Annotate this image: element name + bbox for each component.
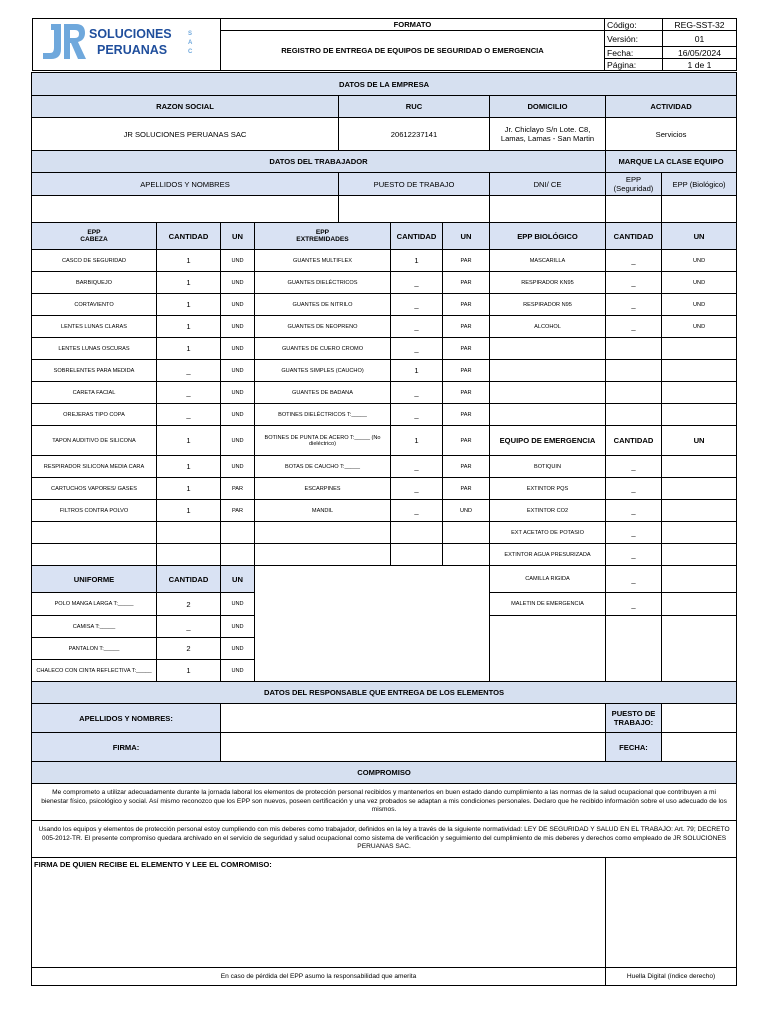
epp-unit: PAR (221, 500, 255, 522)
epp-item: BOTINES DE PUNTA DE ACERO T:_____ (No dieléctrico) (255, 426, 391, 456)
actividad-value[interactable]: Servicios (606, 118, 737, 151)
epp-biologico-header: EPP (Biológico) (662, 173, 737, 196)
svg-text:A: A (187, 40, 192, 46)
empty-cell[interactable] (662, 456, 737, 478)
uniforme-qty[interactable]: 1 (157, 660, 221, 682)
compromiso-paragraph-2: Usando los equipos y elementos de protección personal estoy cumpliendo con mis deberes como trabajador, definidos en la ley a través de la siguiente normatividad: LEY DE SEGURIDAD Y SALUD EN EL TRABAJO: Art. 79; DECRETO 005-2012-TR. El presente compromiso quedara archivado en el servicio de seguridad y salud ocupacional como sistema de verificación y seguimiento del cumplimiento de mis deberes y derechos como empleado de JR SOLUCIONES PERUANAS SAC. (32, 821, 737, 858)
huella-area[interactable] (606, 858, 737, 968)
epp-item: GUANTES DIELÉCTRICOS (255, 272, 391, 294)
empty-cell[interactable] (490, 382, 606, 404)
section-title-empresa: DATOS DE LA EMPRESA (32, 73, 737, 96)
empty-cell[interactable] (662, 593, 737, 616)
emergency-item: EXTINTOR AGUA PRESURIZADA (490, 544, 606, 566)
meta-value: 1 de 1 (663, 59, 737, 71)
responsable-fecha-label: FECHA: (606, 733, 662, 762)
empty-cell[interactable] (662, 478, 737, 500)
empty-cell[interactable] (662, 500, 737, 522)
empty-cell[interactable] (157, 522, 221, 544)
epp-unit: UND (221, 456, 255, 478)
epp-qty[interactable]: _ (391, 456, 443, 478)
dni-field[interactable] (490, 196, 606, 223)
empty-cell[interactable] (255, 522, 391, 544)
epp-qty[interactable]: 1 (157, 272, 221, 294)
emergency-qty[interactable]: _ (606, 593, 662, 616)
razon-social-value[interactable]: JR SOLUCIONES PERUANAS SAC (32, 118, 339, 151)
epp-qty[interactable]: _ (391, 272, 443, 294)
epp-unit: PAR (443, 382, 490, 404)
empty-cell[interactable] (391, 544, 443, 566)
epp-item: RESPIRADOR KN95 (490, 272, 606, 294)
epp-unit: UND (221, 338, 255, 360)
emergency-item: EXT ACETATO DE POTASIO (490, 522, 606, 544)
emergency-item: BOTIQUIN (490, 456, 606, 478)
empty-cell[interactable] (221, 522, 255, 544)
epp-qty[interactable]: _ (391, 500, 443, 522)
epp-qty[interactable]: 1 (157, 338, 221, 360)
epp-unit: UND (443, 500, 490, 522)
col-ruc: RUC (339, 96, 490, 118)
epp-unit: UND (221, 294, 255, 316)
epp-unit: UND (662, 250, 737, 272)
responsable-firma-field[interactable] (221, 733, 606, 762)
epp-qty[interactable]: 1 (157, 294, 221, 316)
col-cantidad: CANTIDAD (391, 223, 443, 250)
uniforme-item: PANTALON T:_____ (32, 638, 157, 660)
epp-unit: UND (221, 360, 255, 382)
epp-item: GUANTES DE CUERO CROMO (255, 338, 391, 360)
section-title-responsable: DATOS DEL RESPONSABLE QUE ENTREGA DE LOS ELEMENTOS (32, 682, 737, 704)
epp-unit: UND (221, 382, 255, 404)
meta-label: Versión: (605, 31, 663, 47)
col-cantidad: CANTIDAD (606, 426, 662, 456)
firma-recibe-area[interactable] (32, 858, 606, 968)
section-title-trabajador: DATOS DEL TRABAJADOR (32, 151, 606, 173)
epp-qty[interactable]: _ (606, 294, 662, 316)
empty-cell[interactable] (443, 522, 490, 544)
col-razon-social: RAZON SOCIAL (32, 96, 339, 118)
epp-qty[interactable]: _ (606, 250, 662, 272)
empty-cell[interactable] (391, 522, 443, 544)
empty-cell[interactable] (221, 544, 255, 566)
emergency-qty[interactable]: _ (606, 478, 662, 500)
puesto-header: PUESTO DE TRABAJO (339, 173, 490, 196)
epp-unit: PAR (443, 456, 490, 478)
compromiso-paragraph-1: Me comprometo a utilizar adecuadamente durante la jornada laboral los elementos de protección personal recibidos y mantenerlos en buen estado dando cumplimiento a las normas de la salud ocupacional que contribuyen a mi bienestar físico, psicológico y social. Así mismo reconozco que los EPP son nuevos, poseen certificación y una vez probados se adaptan a mis condiciones personales. Declaro que he recibido información sobre el uso adecuado de los mismos. (32, 784, 737, 821)
domicilio-value[interactable]: Jr. Chiclayo S/n Lote. C8, Lamas, Lamas - San Martin (490, 118, 606, 151)
empty-cell[interactable] (662, 404, 737, 426)
epp-unit: UND (221, 404, 255, 426)
svg-text:S: S (187, 31, 192, 37)
section-title-compromiso: COMPROMISO (32, 762, 737, 784)
epp-item: BARBIQUEJO (32, 272, 157, 294)
epp-qty[interactable]: _ (391, 294, 443, 316)
epp-qty[interactable]: _ (391, 338, 443, 360)
emergency-qty[interactable]: _ (606, 522, 662, 544)
empty-cell[interactable] (32, 544, 157, 566)
col-un: UN (662, 223, 737, 250)
epp-item: BOTAS DE CAUCHO T:_____ (255, 456, 391, 478)
epp-qty[interactable]: 1 (391, 426, 443, 456)
epp-qty[interactable]: 1 (157, 456, 221, 478)
epp-qty[interactable]: 1 (391, 250, 443, 272)
emergency-qty[interactable]: _ (606, 566, 662, 593)
emergency-item: CAMILLA RIGIDA (490, 566, 606, 593)
epp-item: RESPIRADOR N95 (490, 294, 606, 316)
col-uniforme: UNIFORME (32, 566, 157, 593)
uniforme-item: CAMISA T:_____ (32, 616, 157, 638)
empty-cell[interactable] (490, 338, 606, 360)
epp-qty[interactable]: _ (606, 272, 662, 294)
empty-cell[interactable] (490, 360, 606, 382)
epp-qty[interactable]: 1 (157, 500, 221, 522)
epp-qty[interactable]: _ (391, 316, 443, 338)
epp-unit: PAR (443, 360, 490, 382)
empty-cell[interactable] (662, 360, 737, 382)
epp-item: GUANTES SIMPLES (CAUCHO) (255, 360, 391, 382)
empty-cell[interactable] (255, 544, 391, 566)
responsable-puesto-label: PUESTO DE TRABAJO: (606, 704, 662, 733)
epp-seguridad-check[interactable] (606, 196, 662, 223)
emergency-item: MALETIN DE EMERGENCIA (490, 593, 606, 616)
col-cantidad: CANTIDAD (606, 223, 662, 250)
epp-qty[interactable]: 1 (391, 360, 443, 382)
uniforme-unit: UND (221, 616, 255, 638)
epp-qty[interactable]: _ (157, 360, 221, 382)
firma-recibe-label: FIRMA DE QUIEN RECIBE EL ELEMENTO Y LEE EL COMROMISO: (34, 860, 272, 869)
epp-item: LENTES LUNAS CLARAS (32, 316, 157, 338)
empty-cell[interactable] (662, 522, 737, 544)
responsable-firma-label: FIRMA: (32, 733, 221, 762)
main-form (31, 72, 737, 986)
empty-cell[interactable] (32, 522, 157, 544)
epp-item: GUANTES DE NITRILO (255, 294, 391, 316)
col-epp-cabeza: EPP CABEZA (32, 223, 157, 250)
epp-item: ALCOHOL (490, 316, 606, 338)
svg-text:SOLUCIONES: SOLUCIONES (88, 27, 172, 41)
col-epp-biologico: EPP BIOLÓGICO (490, 223, 606, 250)
blank-area (490, 616, 606, 682)
epp-item: MASCARILLA (490, 250, 606, 272)
epp-unit: PAR (221, 478, 255, 500)
epp-unit: UND (662, 294, 737, 316)
perdida-note: En caso de pérdida del EPP asumo la responsabilidad que amerita (32, 968, 606, 986)
col-un: UN (443, 223, 490, 250)
blank-area (606, 616, 662, 682)
epp-item: ESCARPINES (255, 478, 391, 500)
epp-qty[interactable]: _ (157, 382, 221, 404)
meta-label: Página: (605, 59, 663, 71)
epp-qty[interactable]: _ (391, 404, 443, 426)
epp-item: GUANTES MULTIFLEX (255, 250, 391, 272)
document-header (32, 18, 737, 71)
dni-header: DNI/ CE (490, 173, 606, 196)
col-un: UN (221, 223, 255, 250)
empty-cell[interactable] (662, 338, 737, 360)
uniforme-qty[interactable]: _ (157, 616, 221, 638)
epp-qty[interactable]: _ (391, 382, 443, 404)
col-un: UN (221, 566, 255, 593)
empty-cell[interactable] (662, 544, 737, 566)
epp-unit: PAR (443, 316, 490, 338)
empty-cell[interactable] (606, 382, 662, 404)
empty-cell[interactable] (662, 566, 737, 593)
uniforme-qty[interactable]: 2 (157, 638, 221, 660)
uniforme-qty[interactable]: 2 (157, 593, 221, 616)
emergency-qty[interactable]: _ (606, 500, 662, 522)
epp-qty[interactable]: 1 (157, 478, 221, 500)
col-equipo-emergencia: EQUIPO DE EMERGENCIA (490, 426, 606, 456)
uniforme-unit: UND (221, 593, 255, 616)
meta-label: Fecha: (605, 47, 663, 59)
puesto-field[interactable] (339, 196, 490, 223)
epp-item: OREJERAS TIPO COPA (32, 404, 157, 426)
emergency-item: EXTINTOR PQS (490, 478, 606, 500)
uniforme-unit: UND (221, 638, 255, 660)
responsable-fecha-field[interactable] (662, 733, 737, 762)
empty-cell[interactable] (606, 404, 662, 426)
svg-text:C: C (187, 49, 192, 55)
epp-item: TAPON AUDITIVO DE SILICONA (32, 426, 157, 456)
company-logo (33, 19, 221, 71)
col-cantidad: CANTIDAD (157, 223, 221, 250)
emergency-item: EXTINTOR CO2 (490, 500, 606, 522)
epp-item: CARTUCHOS VAPORES/ GASES (32, 478, 157, 500)
epp-unit: PAR (443, 272, 490, 294)
meta-value: 01 (663, 31, 737, 47)
epp-unit: PAR (443, 338, 490, 360)
document-title: REGISTRO DE ENTREGA DE EQUIPOS DE SEGURIDAD O EMERGENCIA (221, 31, 605, 71)
meta-value: REG-SST-32 (663, 19, 737, 31)
epp-unit: UND (662, 316, 737, 338)
empty-cell[interactable] (606, 360, 662, 382)
epp-item: GUANTES DE BADANA (255, 382, 391, 404)
epp-unit: PAR (443, 294, 490, 316)
huella-label: Huella Digital (índice derecho) (606, 968, 737, 986)
epp-unit: PAR (443, 478, 490, 500)
epp-item: BOTINES DIELÉCTRICOS T:_____ (255, 404, 391, 426)
epp-item: RESPIRADOR SILICONA MEDIA CARA (32, 456, 157, 478)
uniforme-item: CHALECO CON CINTA REFLECTIVA T:_____ (32, 660, 157, 682)
emergency-qty[interactable]: _ (606, 544, 662, 566)
epp-unit: UND (662, 272, 737, 294)
epp-biologico-check[interactable] (662, 196, 737, 223)
epp-item: MANDIL (255, 500, 391, 522)
uniforme-unit: UND (221, 660, 255, 682)
empty-cell[interactable] (490, 404, 606, 426)
epp-unit: UND (221, 250, 255, 272)
epp-qty[interactable]: _ (157, 404, 221, 426)
epp-qty[interactable]: _ (391, 478, 443, 500)
blank-area (255, 566, 490, 682)
col-un: UN (662, 426, 737, 456)
responsable-puesto-field[interactable] (662, 704, 737, 733)
empty-cell[interactable] (157, 544, 221, 566)
epp-item: CARETA FACIAL (32, 382, 157, 404)
epp-item: GUANTES DE NEOPRENO (255, 316, 391, 338)
marque-clase-label: MARQUE LA CLASE EQUIPO (606, 151, 737, 173)
responsable-apellidos-label: APELLIDOS Y NOMBRES: (32, 704, 221, 733)
epp-seguridad-header: EPP (Seguridad) (606, 173, 662, 196)
emergency-qty[interactable]: _ (606, 456, 662, 478)
col-cantidad: CANTIDAD (157, 566, 221, 593)
epp-unit: PAR (443, 404, 490, 426)
apellidos-field[interactable] (32, 196, 339, 223)
epp-qty[interactable]: 1 (157, 316, 221, 338)
epp-item: CASCO DE SEGURIDAD (32, 250, 157, 272)
uniforme-item: POLO MANGA LARGA T:_____ (32, 593, 157, 616)
epp-qty[interactable]: _ (606, 316, 662, 338)
col-domicilio: DOMICILIO (490, 96, 606, 118)
svg-text:PERUANAS: PERUANAS (96, 43, 167, 57)
epp-item: CORTAVIENTO (32, 294, 157, 316)
empty-cell[interactable] (662, 382, 737, 404)
col-epp-extremidades: EPP EXTREMIDADES (255, 223, 391, 250)
epp-unit: UND (221, 272, 255, 294)
responsable-apellidos-field[interactable] (221, 704, 606, 733)
epp-item: SOBRELENTES PARA MEDIDA (32, 360, 157, 382)
jr-logo-icon (37, 19, 217, 65)
epp-unit: UND (221, 426, 255, 456)
meta-value: 16/05/2024 (663, 47, 737, 59)
blank-area (662, 616, 737, 682)
epp-qty[interactable]: 1 (157, 426, 221, 456)
apellidos-header: APELLIDOS Y NOMBRES (32, 173, 339, 196)
empty-cell[interactable] (606, 338, 662, 360)
epp-unit: UND (221, 316, 255, 338)
epp-item: LENTES LUNAS OSCURAS (32, 338, 157, 360)
empty-cell[interactable] (443, 544, 490, 566)
col-actividad: ACTIVIDAD (606, 96, 737, 118)
formato-label: FORMATO (221, 19, 605, 31)
epp-unit: PAR (443, 426, 490, 456)
epp-item: FILTROS CONTRA POLVO (32, 500, 157, 522)
ruc-value[interactable]: 20612237141 (339, 118, 490, 151)
meta-label: Código: (605, 19, 663, 31)
epp-qty[interactable]: 1 (157, 250, 221, 272)
epp-unit: PAR (443, 250, 490, 272)
